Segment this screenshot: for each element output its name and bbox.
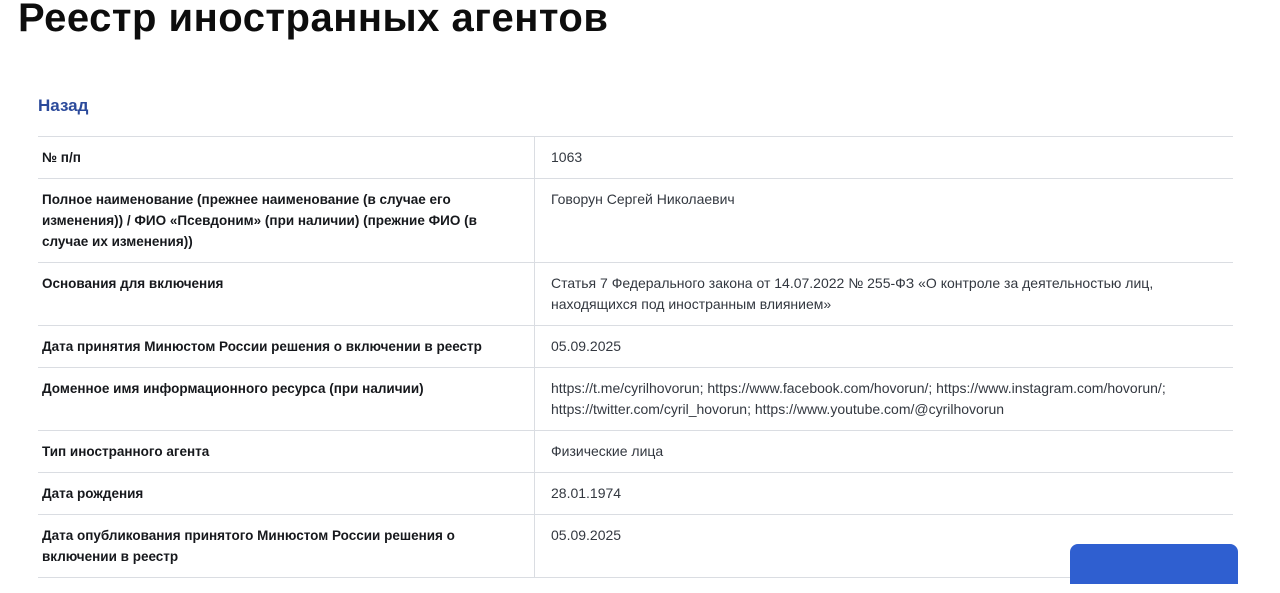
row-value: https://t.me/cyrilhovorun; https://www.facebook.com/hovorun/; https://www.instagram.com/hovorun/; https://twitter.com/cyril_hovorun; https://www.youtube.com/@cyrilhovorun	[535, 368, 1234, 431]
page-title: Реестр иностранных агентов	[18, 0, 609, 40]
row-value: 28.01.1974	[535, 473, 1234, 515]
row-label: Основания для включения	[42, 276, 224, 291]
row-value: 05.09.2025	[535, 515, 1234, 578]
row-value: Физические лица	[535, 431, 1234, 473]
row-value: 05.09.2025	[535, 326, 1234, 368]
back-link[interactable]: Назад	[38, 96, 89, 115]
row-label: № п/п	[42, 150, 81, 165]
table-row	[38, 179, 1233, 263]
registry-card	[38, 96, 1242, 578]
table-row	[38, 368, 1233, 431]
registry-table	[38, 136, 1233, 578]
row-label: Полное наименование (прежнее наименование (в случае его изменения)) / ФИО «Псевдоним» (при наличии) (прежние ФИО (в случае их изменения))	[42, 192, 477, 249]
row-value: Говорун Сергей Николаевич	[535, 179, 1234, 263]
row-label: Доменное имя информационного ресурса (при наличии)	[42, 381, 424, 396]
table-row	[38, 473, 1233, 515]
row-label: Тип иностранного агента	[42, 444, 210, 459]
row-value: Статья 7 Федерального закона от 14.07.2022 № 255-ФЗ «О контроле за деятельностью лиц, находящихся под иностранным влиянием»	[535, 263, 1234, 326]
row-label: Дата рождения	[42, 486, 144, 501]
row-label: Дата принятия Минюстом России решения о включении в реестр	[42, 339, 482, 354]
row-label: Дата опубликования принятого Минюстом России решения о включении в реестр	[42, 528, 455, 564]
table-row	[38, 137, 1233, 179]
table-row	[38, 431, 1233, 473]
table-row	[38, 263, 1233, 326]
floating-action-button[interactable]	[1070, 544, 1238, 584]
table-row	[38, 326, 1233, 368]
row-value: 1063	[535, 137, 1234, 179]
table-row	[38, 515, 1233, 578]
